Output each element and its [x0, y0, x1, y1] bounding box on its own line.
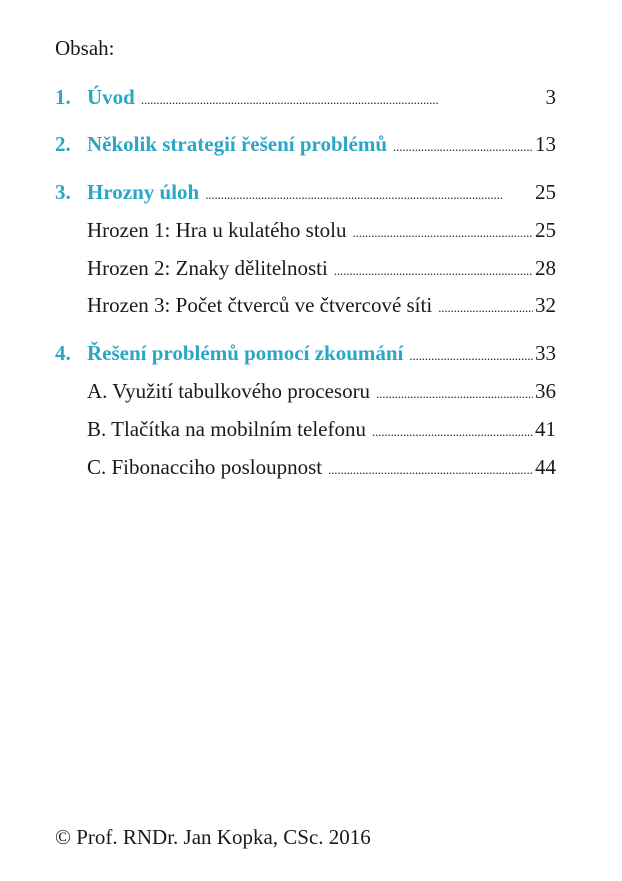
toc-subitem-3-1[interactable]	[87, 217, 556, 246]
subitem-title: A. Využití tabulkového procesoru	[87, 379, 371, 403]
dot-leader	[141, 84, 544, 113]
page-number: 32	[535, 293, 556, 317]
copyright-footer: © Prof. RNDr. Jan Kopka, CSc. 2016	[55, 825, 371, 849]
dot-leader	[409, 340, 533, 369]
dot-leader	[376, 378, 533, 407]
chapter-title: Řešení problémů pomocí zkoumání	[87, 341, 404, 365]
page-number: 36	[535, 379, 556, 403]
chapter-number: 3.	[55, 180, 71, 204]
chapter-title: Několik strategií řešení problémů	[87, 132, 388, 156]
subitem-title: Hrozen 2: Znaky dělitelnosti	[87, 256, 328, 280]
chapter-title: Hrozny úloh	[87, 180, 200, 204]
toc-subitem-4-2[interactable]	[87, 416, 556, 445]
toc-subitem-4-3[interactable]	[87, 454, 556, 483]
subitem-title: C. Fibonacciho posloupnost	[87, 455, 323, 479]
chapter-title: Úvod	[87, 85, 135, 109]
toc-subitem-3-3[interactable]	[87, 292, 556, 321]
page-number: 44	[535, 455, 556, 479]
chapter-number: 2.	[55, 132, 71, 156]
toc-chapter-1[interactable]	[55, 84, 556, 113]
dot-leader	[393, 131, 533, 160]
subitem-title: B. Tlačítka na mobilním telefonu	[87, 417, 366, 441]
toc-chapter-2[interactable]	[55, 131, 556, 160]
page-number: 13	[535, 132, 556, 156]
page-number: 33	[535, 341, 556, 365]
toc-subitem-3-2[interactable]	[87, 255, 556, 284]
chapter-number: 1.	[55, 85, 71, 109]
dot-leader	[438, 292, 533, 321]
page-number: 28	[535, 256, 556, 280]
dot-leader	[328, 454, 533, 483]
page-number: 3	[545, 85, 556, 109]
subitem-title: Hrozen 3: Počet čtverců ve čtvercové síti	[87, 293, 433, 317]
toc-chapter-4[interactable]	[55, 340, 556, 369]
dot-leader	[334, 255, 533, 284]
dot-leader	[353, 217, 533, 246]
page-number: 25	[535, 180, 556, 204]
toc-subitem-4-1[interactable]	[87, 378, 556, 407]
subitem-title: Hrozen 1: Hra u kulatého stolu	[87, 218, 347, 242]
toc-chapter-3[interactable]	[55, 179, 556, 208]
dot-leader	[372, 416, 533, 445]
chapter-number: 4.	[55, 341, 71, 365]
page-number: 41	[535, 417, 556, 441]
dot-leader	[205, 179, 533, 208]
toc-heading: Obsah:	[55, 36, 115, 60]
page-number: 25	[535, 218, 556, 242]
